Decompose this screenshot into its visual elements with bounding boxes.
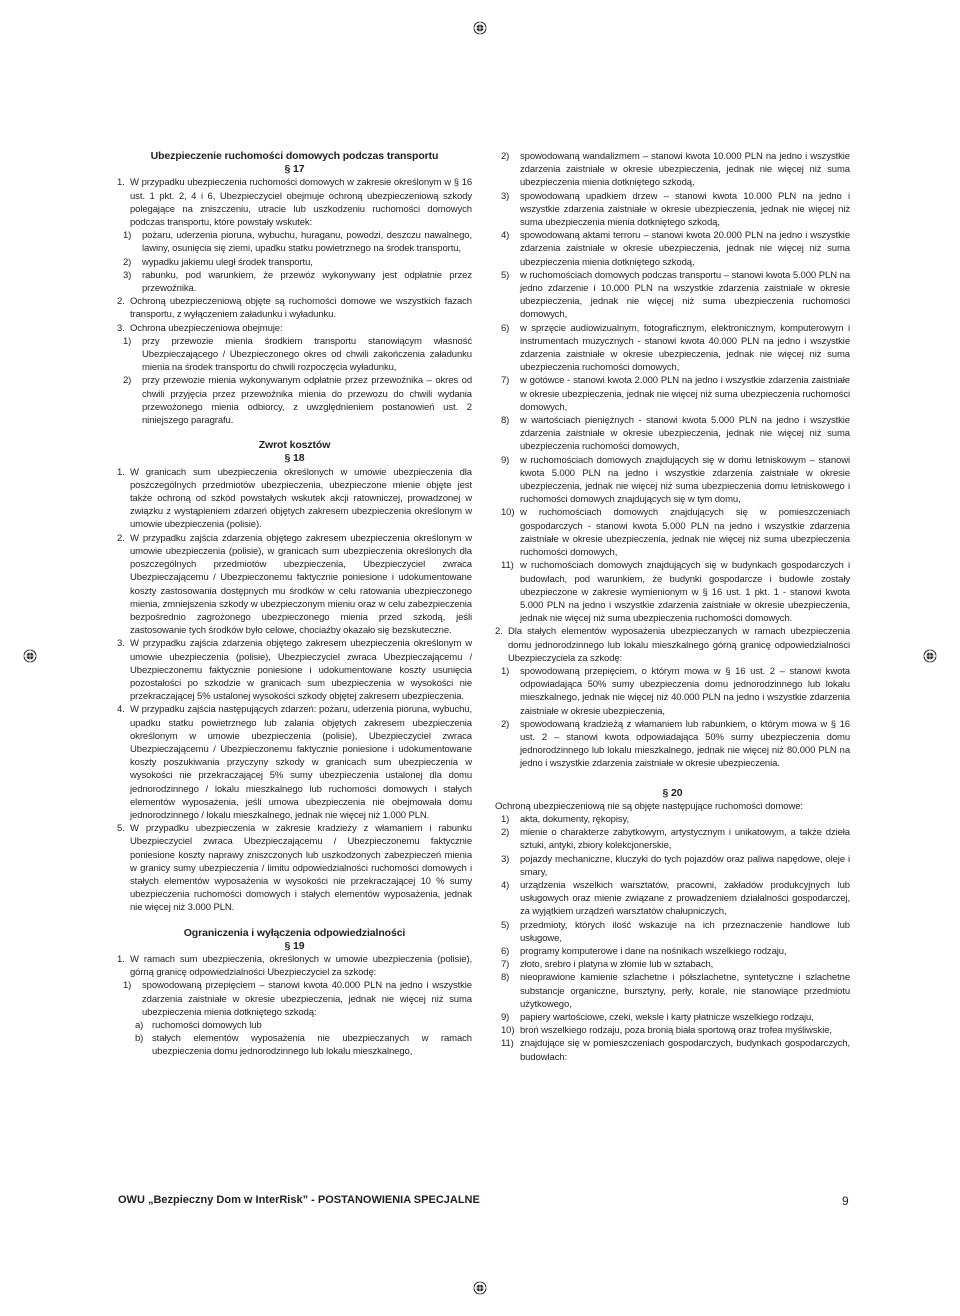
list-item [117, 1032, 472, 1058]
list-item-text: Ochroną ubezpieczeniową objęte są ruchomości domowe we wszystkich fazach transportu, z wyłączeniem załadunku i wyładunku. [130, 296, 472, 321]
list-item-text: w ruchomościach domowych znajdujących się w pomieszczeniach gospodarczych - stanowi kwota 5.000 PLN na jedno i wszystkie zdarzenia zaistniałe w okresie ubezpieczenia, jednak nie więcej niż suma ubezpieczenia ruchomości domowych, [520, 507, 850, 559]
section-19-list [117, 953, 472, 1059]
list-item-text: W przypadku zajścia zdarzenia objętego zakresem ubezpieczenia określonym w umowie ubezpieczenia (polisie), w granicach sum ubezpieczenia określonych dla poszczególnych przedmiotów ubezpieczenia, Ubezpieczyciel zwraca Ubezpieczającemu / Ubezpieczonemu faktycznie poniesione i udokumentowane koszty zastosowania dostępnych mu środków w celu ratowania ubezpieczonego mienia, zmniejszenia szkody w ubezpieczonym mieniu oraz w celu zabezpieczenia bezpośrednio zagrożonego ubezpieczonego mienia przed szkodą, jeśli zastosowanie tych środków było celowe, chociażby okazało się bezskuteczne. [130, 532, 472, 637]
list-item [495, 945, 850, 958]
list-item-number: 10) [501, 507, 515, 519]
section-20-intro: Ochroną ubezpieczeniową nie są objęte następujące ruchomości domowe: [495, 800, 803, 812]
list-item-number: 2) [501, 718, 510, 730]
list-item [117, 229, 472, 255]
section-20-number: § 20 [662, 786, 683, 799]
list-item [495, 414, 850, 454]
section-20-list [495, 813, 850, 1064]
list-item-number: 5. [117, 823, 125, 835]
list-item [117, 374, 472, 427]
left-column [117, 150, 472, 1059]
list-item-text: W przypadku zajścia następujących zdarzeń: pożaru, uderzenia pioruna, wybuchu, upadku statku powietrznego lub zalania objętych zakresem ubezpieczenia określonym w umowie ubezpieczenia (polisie), Ubezpieczyciel zwraca Ubezpieczającemu / Ubezpieczonemu faktycznie poniesione i udokumentowane koszty poszukiwania przyczyny szkody w granicach sum ubezpieczenia w wysokości nie przekraczającej 5% sumy ubezpieczenia ustalonej dla domu jednorodzinnego / lokalu mieszkalnego lub ruchomości domowych i stałych elementów wyposażenia, jeśli umowa ubezpieczenia nie obejmowała domu jednorodzinnego / lokalu mieszkalnego, jednak nie więcej niż 1.000 PLN. [130, 704, 472, 821]
list-item-number: 1. [117, 177, 125, 189]
registration-mark-icon [23, 649, 37, 663]
list-item-text: znajdujące się w pomieszczeniach gospodarczych, budynkach gospodarczych, budowlach: [520, 1038, 850, 1063]
list-item-text: mienie o charakterze zabytkowym, artystycznym i unikatowym, a także dzieła sztuki, antyki, zbiory kolekcjonerskie, [520, 827, 850, 852]
list-item-number: 5) [501, 919, 510, 931]
list-item [117, 269, 472, 295]
list-item-number: b) [135, 1033, 144, 1045]
list-item-text: broń wszelkiego rodzaju, poza bronią biała sportową oraz trofea myśliwskie, [520, 1025, 832, 1037]
section-19-title: Ograniczenia i wyłączenia odpowiedzialności [183, 926, 406, 939]
list-item-number: 7) [501, 375, 510, 387]
list-item-number: 1) [501, 665, 510, 677]
section-17-list [117, 176, 472, 427]
list-item [495, 269, 850, 322]
list-item-text: w sprzęcie audiowizualnym, fotograficznym, elektronicznym, komputerowym i instrumentach muzycznych - stanowi kwota 40.000 PLN na jedno i wszystkie zdarzenia zaistniałe w okresie ubezpieczenia, jednak nie więcej niż suma ubezpieczenia ruchomości domowych, [520, 322, 850, 374]
list-item [117, 822, 472, 914]
list-item-text: W granicach sum ubezpieczenia określonych w umowie ubezpieczenia dla poszczególnych przedmiotów ubezpieczenia, ubezpieczone mienie objęte jest także ochroną od szkód powstałych wskutek akcji ratowniczej, prowadzonej w związku z wystąpieniem zdarzeń objętych zakresem ubezpieczenia określonym w umowie ubezpieczenia (polisie). [130, 466, 472, 531]
list-item-text: urządzenia wszelkich warsztatów, pracowni, zakładów produkcyjnych lub usługowych oraz mienie związane z prowadzeniem działalności gospodarczej, za wyjątkiem urządzeń warsztatów chałupniczych, [520, 879, 850, 918]
list-item [117, 335, 472, 375]
list-item-text: przedmioty, których ilość wskazuje na ich przeznaczenie handlowe lub usługowe, [520, 919, 850, 944]
list-item [117, 637, 472, 703]
list-item [117, 703, 472, 822]
list-item-number: 11) [501, 560, 514, 572]
list-item [495, 1037, 850, 1063]
list-item-text: przy przewozie mienia wykonywanym odpłatnie przez przewoźnika – okres od chwili przyjęcia przez przewoźnika mienia do przewozu do chwili wydania przewożonego mienia odbiorcy, z uwzględnieniem postanowień ust. 2 niniejszego paragrafu. [142, 375, 472, 427]
list-item-number: 6) [501, 322, 510, 334]
list-item [495, 625, 850, 665]
list-item-number: 1) [123, 335, 132, 347]
list-item-number: 8) [501, 972, 510, 984]
section-17-title: Ubezpieczenie ruchomości domowych podczas transportu [150, 150, 439, 162]
list-item-number: 9) [501, 1012, 510, 1023]
list-item-text: rabunku, pod warunkiem, że przewóz wykonywany jest odpłatnie przez przewoźnika. [142, 269, 472, 295]
list-item [495, 506, 850, 559]
list-item-number: 2) [123, 375, 132, 387]
list-item-text: programy komputerowe i dane na nośnikach wszelkiego rodzaju, [520, 945, 787, 957]
list-item-number: 2. [117, 532, 125, 544]
list-item-number: 1) [501, 813, 510, 825]
list-item-text: w gotówce - stanowi kwota 2.000 PLN na jedno i wszystkie zdarzenia zaistniałe w okresie ubezpieczenia, jednak nie więcej niż suma ubezpieczenia ruchomości domowych, [520, 375, 850, 413]
registration-mark-icon [473, 1281, 487, 1295]
list-item-text: spowodowaną wandalizmem – stanowi kwota 10.000 PLN na jedno i wszystkie zdarzenia zaistniałe w okresie ubezpieczenia, jednak nie więcej niż suma ubezpieczenia mienia dotkniętego szkodą, [520, 151, 850, 189]
list-item-number: 1. [117, 953, 125, 965]
footer-title: OWU „Bezpieczny Dom w InterRisk” - POSTANOWIENIA SPECJALNE [118, 1194, 480, 1206]
list-item-text: Ochrona ubezpieczeniowa obejmuje: [130, 322, 283, 334]
list-item-text: spowodowaną kradzieżą z włamaniem lub rabunkiem, o którym mowa w § 16 ust. 2 – stanowi kwota odpowiadająca 50% sumy ubezpieczenia domu jednorodzinnego lub lokalu mieszkalnego, jednak nie więcej niż 80.000 PLN na jedno i wszystkie zdarzenia zaistniałe w okresie ubezpieczenia. [520, 718, 850, 770]
list-item-text: ruchomości domowych lub [152, 1020, 262, 1031]
list-item-number: 3. [117, 638, 125, 650]
section-19-number: § 19 [284, 939, 305, 952]
list-item-text: W ramach sum ubezpieczenia, określonych w umowie ubezpieczenia (polisie), górną granicę odpowiedzialności Ubezpieczyciel za szkodę: [130, 953, 472, 979]
list-item-number: 1. [117, 466, 125, 478]
section-18-list [117, 466, 472, 915]
list-item [495, 879, 850, 919]
list-item [495, 1024, 850, 1037]
list-item-text: w ruchomościach domowych znajdujących się w domu letniskowym – stanowi kwota 5.000 PLN na jedno i wszystkie zdarzenia zaistniałe w okresie ubezpieczenia, jednak nie więcej niż suma ubezpieczenia domu letniskowego i ruchomości domowych znajdujących się w tym domu, [520, 454, 850, 506]
list-item-text: spowodowaną przepięciem, o którym mowa w § 16 ust. 2 – stanowi kwota odpowiadająca 50% sumy ubezpieczenia domu jednorodzinnego lub lokalu mieszkalnego, jednak nie więcej niż 40.000 PLN na jedno i wszystkie zdarzenia zaistniałe w okresie ubezpieczenia, [520, 665, 850, 717]
list-item-text: w ruchomościach domowych znajdujących się w budynkach gospodarczych i budowlach, pod warunkiem, że budynki gospodarcze i budowle zostały ubezpieczone w zakresie wymienionym w § 16 ust. 1 pkt. 1 - stanowi kwota 5.000 PLN na jedno i wszystkie zdarzenia zaistniałe w okresie ubezpieczenia, jednak nie więcej niż suma ubezpieczenia ruchomości domowych. [520, 560, 850, 625]
list-item-text: stałych elementów wyposażenia nie ubezpieczanych w ramach ubezpieczenia domu jednorodzinnego lub lokalu mieszkalnego, [152, 1033, 472, 1058]
list-item-text: W przypadku zajścia zdarzenia objętego zakresem ubezpieczenia określonym w umowie ubezpieczenia (polisie), Ubezpieczyciel zwraca Ubezpieczającemu / Ubezpieczonemu faktycznie poniesione i udokumentowane koszty usunięcia pozostałości po szkodzie w granicach sum ubezpieczenia w wysokości nie przekraczającej 5% ustalonej wysokości szkody objętej zakresem ubezpieczenia. [130, 638, 472, 703]
list-item-number: 6) [501, 945, 510, 957]
list-item [495, 322, 850, 375]
list-item-number: 9) [501, 454, 510, 466]
list-item [117, 953, 472, 979]
page-number: 9 [842, 1194, 849, 1208]
list-item-number: 3) [501, 190, 510, 202]
section-19-continued-list [495, 150, 850, 771]
list-item [117, 466, 472, 532]
list-item [117, 295, 472, 321]
list-item [495, 919, 850, 945]
list-item [495, 1011, 850, 1024]
list-item-number: 2. [117, 296, 125, 308]
list-item [495, 826, 850, 852]
list-item [495, 374, 850, 414]
list-item [495, 229, 850, 269]
section-18-title: Zwrot kosztów [258, 439, 331, 452]
list-item [495, 559, 850, 625]
list-item-text: papiery wartościowe, czeki, weksle i karty płatnicze wszelkiego rodzaju, [520, 1012, 814, 1023]
list-item-text: w wartościach pieniężnych - stanowi kwota 5.000 PLN na jedno i wszystkie zdarzenia zaistniałe w okresie ubezpieczenia, jednak nie więcej niż suma ubezpieczenia ruchomości domowych, [520, 415, 850, 453]
list-item [117, 532, 472, 638]
list-item-text: spowodowaną upadkiem drzew – stanowi kwota 10.000 PLN na jedno i wszystkie zdarzenia zaistniałe w okresie ubezpieczenia, jednak nie więcej niż suma ubezpieczenia mienia dotkniętego szkodą, [520, 190, 850, 229]
list-item-number: 7) [501, 959, 510, 971]
list-item-text: pojazdy mechaniczne, kluczyki do tych pojazdów oraz paliwa napędowe, oleje i smary, [520, 853, 850, 878]
list-item-text: W przypadku ubezpieczenia w zakresie kradzieży z włamaniem i rabunku Ubezpieczyciel zwraca Ubezpieczającemu / Ubezpieczonemu faktycznie poniesione koszty naprawy zniszczonych lub uszkodzonych zabezpieczeń mienia w granicy sumy ubezpieczenia / limitu odpowiedzialności ruchomości domowych i stałych elementów wyposażenia w wysokości nie przekraczającej 10 % sumy ubezpieczenia ruchomości domowych i stałych elementów wyposażenia, jednak nie więcej niż 3.000 PLN. [130, 823, 472, 914]
list-item-number: 2) [501, 827, 510, 839]
list-item-number: 4) [501, 230, 510, 242]
list-item-text: Dla stałych elementów wyposażenia ubezpieczanych w ramach ubezpieczenia domu jednorodzinnego lub lokalu mieszkalnego górną granicę odpowiedzialności Ubezpieczyciela za szkodę: [508, 626, 850, 664]
list-item [117, 979, 472, 1019]
list-item-number: 2) [501, 151, 510, 162]
list-item-text: W przypadku ubezpieczenia ruchomości domowych w zakresie określonym w § 16 ust. 1 pkt. 2, 4 i 6, Ubezpieczyciel obejmuje ochroną ubezpieczeniową szkody polegające na zniszczeniu, utracie lub uszkodzeniu ruchomości domowych podczas transportu, które powstały wskutek: [130, 177, 472, 229]
list-item-number: 2. [495, 626, 503, 638]
list-item-text: przy przewozie mienia środkiem transportu stanowiącym własność Ubezpieczającego / Ubezpieczonego okres od chwili zakończenia załadunku mienia na środek transportu do chwili rozpoczęcia wyładunku, [142, 335, 472, 374]
section-18-number: § 18 [284, 452, 305, 465]
list-item [117, 256, 472, 269]
list-item [495, 190, 850, 230]
list-item-text: złoto, srebro i platyna w złomie lub w sztabach, [520, 959, 714, 971]
list-item-text: wypadku jakiemu uległ środek transportu, [142, 256, 313, 268]
list-item-number: 4) [501, 879, 510, 891]
list-item-number: 2) [123, 256, 132, 268]
list-item-text: w ruchomościach domowych podczas transportu – stanowi kwota 5.000 PLN na jedno zdarzenie i 10.000 PLN na wszystkie zdarzenia zaistniałe w okresie ubezpieczenia, jednak nie więcej niż suma ubezpieczenia ruchomości domowych, [520, 269, 850, 321]
list-item-text: pożaru, uderzenia pioruna, wybuchu, huraganu, powodzi, deszczu nawalnego, lawiny, osunięcia się ziemi, upadku statku powietrznego na środek transportu, [142, 230, 472, 255]
list-item [495, 454, 850, 507]
list-item-number: 3) [501, 853, 510, 865]
list-item-number: 11) [501, 1038, 514, 1050]
list-item [117, 176, 472, 229]
list-item-number: 8) [501, 415, 510, 427]
list-item [117, 322, 472, 335]
registration-mark-icon [923, 649, 937, 663]
list-item [495, 665, 850, 718]
list-item [495, 971, 850, 1011]
list-item [495, 718, 850, 771]
list-item-text: spowodowaną aktami terroru – stanowi kwota 20.000 PLN na jedno i wszystkie zdarzenia zaistniałe w okresie ubezpieczenia, jednak nie więcej niż suma ubezpieczenia mienia dotkniętego szkodą, [520, 230, 850, 268]
list-item-text: nieoprawione kamienie szlachetne i półszlachetne, syntetyczne i szlachetne substancje organiczne, bursztyny, perły, korale, nie stanowiące przedmiotu użytkowego, [520, 972, 850, 1010]
list-item-text: akta, dokumenty, rękopisy, [520, 813, 629, 825]
registration-mark-icon [473, 21, 487, 35]
list-item-number: 3) [123, 269, 132, 281]
list-item [117, 1019, 472, 1032]
list-item [495, 150, 850, 190]
section-17-number: § 17 [284, 163, 305, 176]
list-item [495, 813, 850, 826]
list-item-number: 5) [501, 269, 510, 281]
list-item-number: a) [135, 1020, 144, 1031]
list-item-number: 1) [123, 980, 132, 992]
list-item-number: 10) [501, 1025, 515, 1037]
list-item-number: 4. [117, 704, 125, 716]
list-item-number: 1) [123, 230, 132, 242]
list-item [495, 958, 850, 971]
list-item-text: spowodowaną przepięciem – stanowi kwota 40.000 PLN na jedno i wszystkie zdarzenia zaistniałe w okresie ubezpieczenia, jednak nie więcej niż suma ubezpieczenia mienia dotkniętego szkodą: [142, 980, 472, 1018]
list-item-number: 3. [117, 322, 125, 334]
right-column [495, 150, 850, 1064]
list-item [495, 853, 850, 879]
